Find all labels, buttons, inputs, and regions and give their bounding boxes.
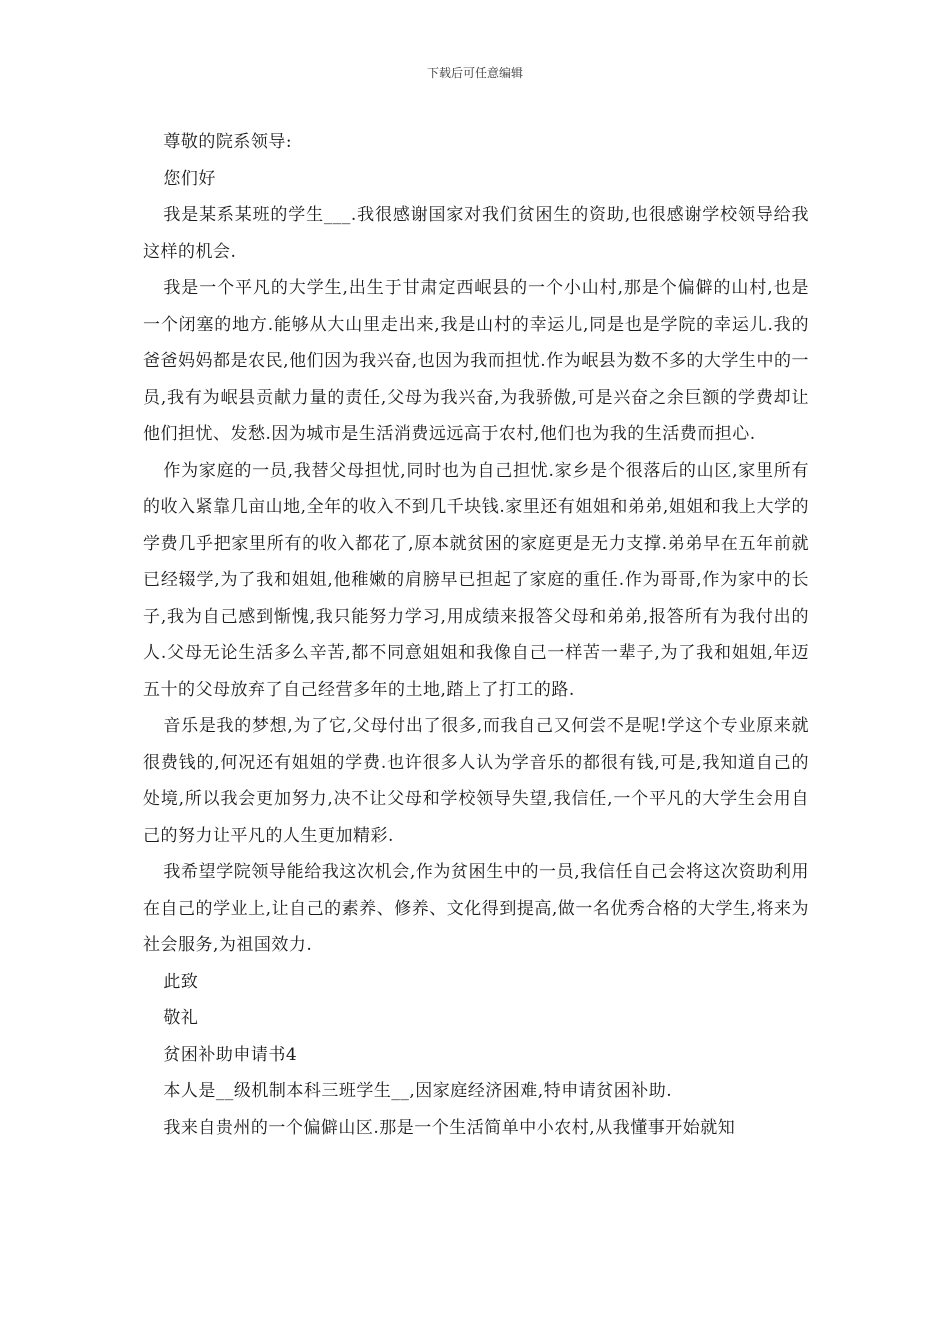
paragraph-request: 我希望学院领导能给我这次机会,作为贫困生中的一员,我信任自己会将这次资助利用在自己的学业上,让自己的素养、修养、文化得到提高,做一名优秀合格的大学生,将来为社会服务,为祖国效力. <box>143 862 809 955</box>
paragraph-origin: 我来自贵州的一个偏僻山区.那是一个生活简单中小农村,从我懂事开始就知 <box>163 1117 736 1138</box>
closing-cizhi: 此致 <box>163 971 199 992</box>
page-header-note: 下载后可任意编辑 <box>426 66 523 80</box>
section-title: 贫困补助申请书4 <box>163 1044 298 1065</box>
paragraph-background: 我是一个平凡的大学生,出生于甘肃定西岷县的一个小山村,那是个偏僻的山村,也是一个闭塞的地方.能够从大山里走出来,我是山村的幸运儿,同是也是学院的幸运儿.我的爸爸妈妈都是农民,他们因为我兴奋,也因为我而担忧.作为岷县为数不多的大学生中的一员,我有为岷县贡献力量的责任,父母为我兴奋,为我骄傲,可是兴奋之余巨额的学费却让他们担忧、发愁.因为城市是生活消费远远高于农村,他们也为我的生活费而担心. <box>143 278 809 444</box>
salutation: 尊敬的院系领导: <box>163 132 293 152</box>
document-body <box>143 124 809 1146</box>
paragraph-intro: 我是某系某班的学生___.我很感谢国家对我们贫困生的资助,也很感谢学校领导给我这样的机会. <box>143 205 809 262</box>
paragraph-family: 作为家庭的一员,我替父母担忧,同时也为自己担忧.家乡是个很落后的山区,家里所有的收入紧靠几亩山地,全年的收入不到几千块钱.家里还有姐姐和弟弟,姐姐和我上大学的学费几乎把家里所有的收入都花了,原本就贫困的家庭更是无力支撑.弟弟早在五年前就已经辍学,为了我和姐姐,他稚嫩的肩膀早已担起了家庭的重任.作为哥哥,作为家中的长子,我为自己感到惭愧,我只能努力学习,用成绩来报答父母和弟弟,报答所有为我付出的人.父母无论生活多么辛苦,都不同意姐姐和我像自己一样苦一辈子,为了我和姐姐,年迈五十的父母放弃了自己经营多年的土地,踏上了打工的路. <box>143 460 809 700</box>
paragraph-applicant: 本人是__级机制本科三班学生__,因家庭经济困难,特申请贫困补助. <box>163 1081 673 1101</box>
paragraph-music: 音乐是我的梦想,为了它,父母付出了很多,而我自己又何尝不是呢!学这个专业原来就很费钱的,何况还有姐姐的学费.也许很多人认为学音乐的都很有钱,可是,我知道自己的处境,所以我会更加努力,决不让父母和学校领导失望,我信任,一个平凡的大学生会用自己的努力让平凡的人生更加精彩. <box>143 716 809 846</box>
closing-jingli: 敬礼 <box>163 1008 199 1028</box>
greeting: 您们好 <box>163 168 216 189</box>
